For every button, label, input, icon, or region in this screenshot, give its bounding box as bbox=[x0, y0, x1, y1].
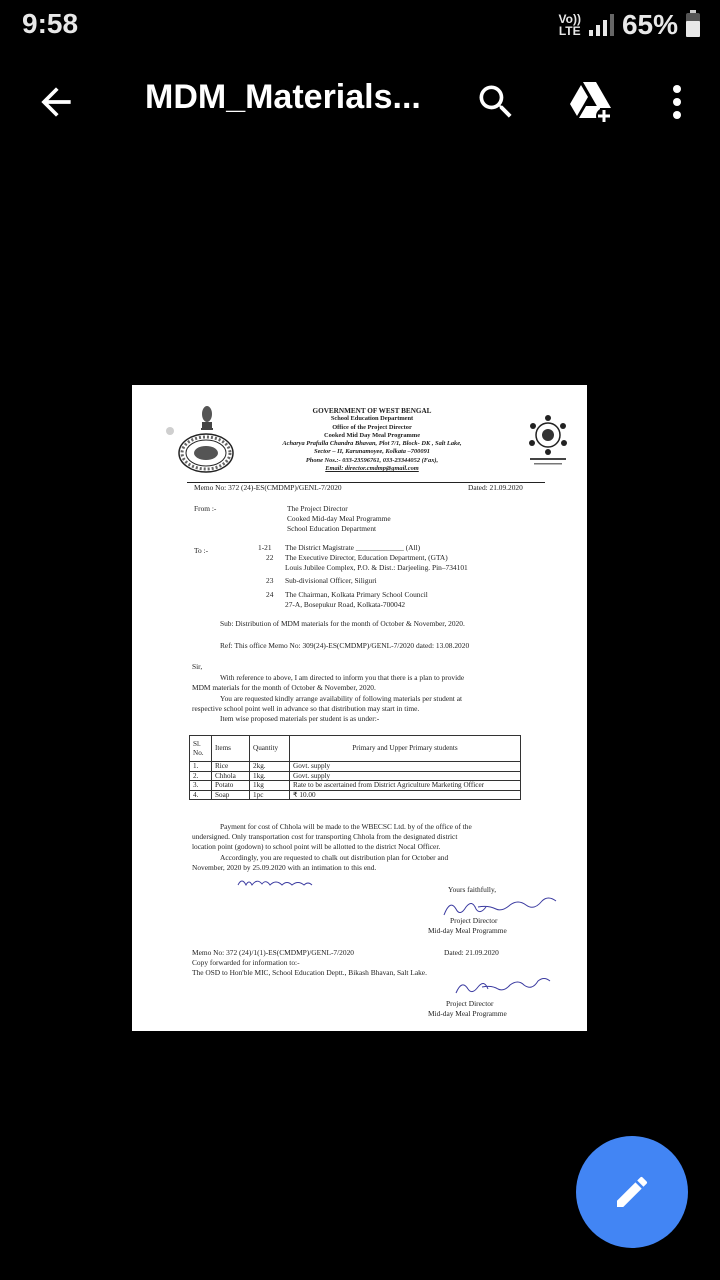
to-line: 27-A, Bosepukur Road, Kolkata-700042 bbox=[285, 600, 406, 609]
table-cell: ₹ 10.00 bbox=[290, 790, 521, 800]
to-number: 1-21 bbox=[258, 543, 272, 552]
materials-table bbox=[189, 735, 521, 800]
search-icon[interactable] bbox=[474, 80, 518, 124]
network-type-indicator: Vo)) LTE bbox=[558, 12, 581, 38]
paragraph-line: Accordingly, you are requested to chalk out distribution plan for October and bbox=[220, 853, 449, 862]
copy-forward-recipient: The OSD to Hon'ble MIC, School Education Deptt., Bikash Bhavan, Salt Lake. bbox=[192, 968, 427, 977]
table-cell: 1kg. bbox=[250, 771, 290, 781]
to-number: 22 bbox=[266, 553, 274, 562]
memo-number: Memo No: 372 (24)-ES(CMDMP)/GENL-7/2020 bbox=[194, 483, 342, 492]
handwritten-note bbox=[236, 875, 326, 889]
document-title: MDM_Materials... bbox=[145, 78, 421, 116]
paragraph-line: With reference to above, I am directed to inform you that there is a plan to provide bbox=[220, 673, 465, 682]
closing: Yours faithfully, bbox=[448, 885, 497, 894]
table-cell: 3. bbox=[190, 781, 212, 791]
from-label: From :- bbox=[194, 504, 217, 513]
status-time: 9:58 bbox=[22, 8, 79, 39]
battery-icon bbox=[686, 13, 700, 37]
table-row bbox=[190, 762, 521, 772]
battery-percent: 65% bbox=[621, 9, 678, 40]
add-to-drive-icon[interactable] bbox=[566, 78, 614, 124]
table-cell: 2. bbox=[190, 771, 212, 781]
edit-pencil-icon bbox=[612, 1172, 652, 1212]
copy-forward-line: Copy forwarded for information to:- bbox=[192, 958, 300, 967]
table-cell: 2kg. bbox=[250, 762, 290, 772]
from-line: Cooked Mid-day Meal Programme bbox=[287, 514, 391, 523]
paragraph-line: Payment for cost of Chhola will be made to the WBECSC Ltd. by of the office of the bbox=[220, 822, 472, 831]
signatory-title: Project Director bbox=[446, 999, 494, 1008]
paragraph-line: undersigned. Only transportation cost for transporting Chhola from the designated district bbox=[192, 832, 458, 841]
to-line: The Chairman, Kolkata Primary School Council bbox=[285, 590, 428, 599]
state-emblem-icon bbox=[200, 404, 214, 432]
to-line: Sub-divisional Officer, Siliguri bbox=[285, 576, 377, 585]
letterhead: GOVERNMENT OF WEST BENGAL School Education Department Office of the Project Director Cooked Mid Day Meal Programme Acharya Prafulla Chandra Bhavan, Plot 7/1, Block- DK , Salt Lake, Sector – II, Karunamoyee, Kolkata –700091 Phone Nos.:- 033-23596761, 033-23344052 (Fax), Email: director.cmdmp@gmail.com bbox=[282, 407, 462, 473]
paragraph-line: November, 2020 by 25.09.2020 with an intimation to this end. bbox=[192, 863, 377, 872]
signatory-programme: Mid-day Meal Programme bbox=[428, 1009, 507, 1018]
table-cell: Rate to be ascertained from District Agriculture Marketing Officer bbox=[290, 781, 521, 791]
table-cell: 4. bbox=[190, 790, 212, 800]
table-header-row bbox=[190, 736, 521, 762]
to-line: Louis Jubilee Complex, P.O. & Dist.: Darjeeling. Pin–734101 bbox=[285, 563, 468, 572]
table-header: Quantity bbox=[250, 736, 290, 762]
mid-day-meal-logo-icon bbox=[526, 413, 570, 469]
salutation: Sir, bbox=[192, 662, 203, 671]
paragraph-line: Item wise proposed materials per student is as under:- bbox=[220, 714, 380, 723]
table-cell: Soap bbox=[212, 790, 250, 800]
back-arrow-icon[interactable] bbox=[34, 80, 78, 124]
paragraph-line: respective school point well in advance so that distribution may start in time. bbox=[192, 704, 420, 713]
paragraph-line: MDM materials for the month of October & November, 2020. bbox=[192, 683, 376, 692]
table-row bbox=[190, 771, 521, 781]
from-line: School Education Department bbox=[287, 524, 377, 533]
status-icons bbox=[559, 8, 700, 42]
subject-line: Sub: Distribution of MDM materials for the month of October & November, 2020. bbox=[220, 619, 465, 628]
school-education-seal-icon bbox=[178, 433, 234, 473]
memo-date: Dated: 21.09.2020 bbox=[468, 483, 523, 492]
punch-hole bbox=[166, 427, 174, 435]
status-bar bbox=[0, 0, 720, 50]
table-header: Sl. No. bbox=[190, 736, 212, 762]
signatory-programme: Mid-day Meal Programme bbox=[428, 926, 507, 935]
edit-fab-button[interactable] bbox=[576, 1136, 688, 1248]
table-cell: Govt. supply bbox=[290, 762, 521, 772]
to-number: 23 bbox=[266, 576, 274, 585]
memo-number-copy: Memo No: 372 (24)/1(1)-ES(CMDMP)/GENL-7/2020 bbox=[192, 948, 354, 957]
to-number: 24 bbox=[266, 590, 274, 599]
signature bbox=[452, 975, 564, 999]
table-row bbox=[190, 790, 521, 800]
to-line: The Executive Director, Education Department, (GTA) bbox=[285, 553, 448, 562]
table-cell: Rice bbox=[212, 762, 250, 772]
table-cell: 1. bbox=[190, 762, 212, 772]
table-cell: 1pc bbox=[250, 790, 290, 800]
app-bar bbox=[0, 60, 720, 140]
table-row bbox=[190, 781, 521, 791]
document-page[interactable] bbox=[132, 385, 587, 1031]
from-line: The Project Director bbox=[287, 504, 348, 513]
to-line: The District Magistrate _____________ (All) bbox=[285, 543, 421, 552]
more-vert-icon[interactable] bbox=[662, 80, 692, 124]
paragraph-line: You are requested kindly arrange availability of following materials per student at bbox=[220, 694, 463, 703]
table-header: Primary and Upper Primary students bbox=[290, 736, 521, 762]
table-cell: Potato bbox=[212, 781, 250, 791]
reference-line: Ref: This office Memo No: 309(24)-ES(CMDMP)/GENL-7/2020 dated: 13.08.2020 bbox=[220, 641, 470, 650]
to-label: To :- bbox=[194, 546, 209, 555]
signal-strength-icon bbox=[589, 14, 614, 36]
table-cell: 1kg bbox=[250, 781, 290, 791]
signatory-title: Project Director bbox=[450, 916, 498, 925]
table-cell: Chhola bbox=[212, 771, 250, 781]
paragraph-line: location point (godown) to school point will be allotted to the district Nocal Officer. bbox=[192, 842, 441, 851]
table-header: Items bbox=[212, 736, 250, 762]
memo-date-copy: Dated: 21.09.2020 bbox=[444, 948, 499, 957]
table-cell: Govt. supply bbox=[290, 771, 521, 781]
